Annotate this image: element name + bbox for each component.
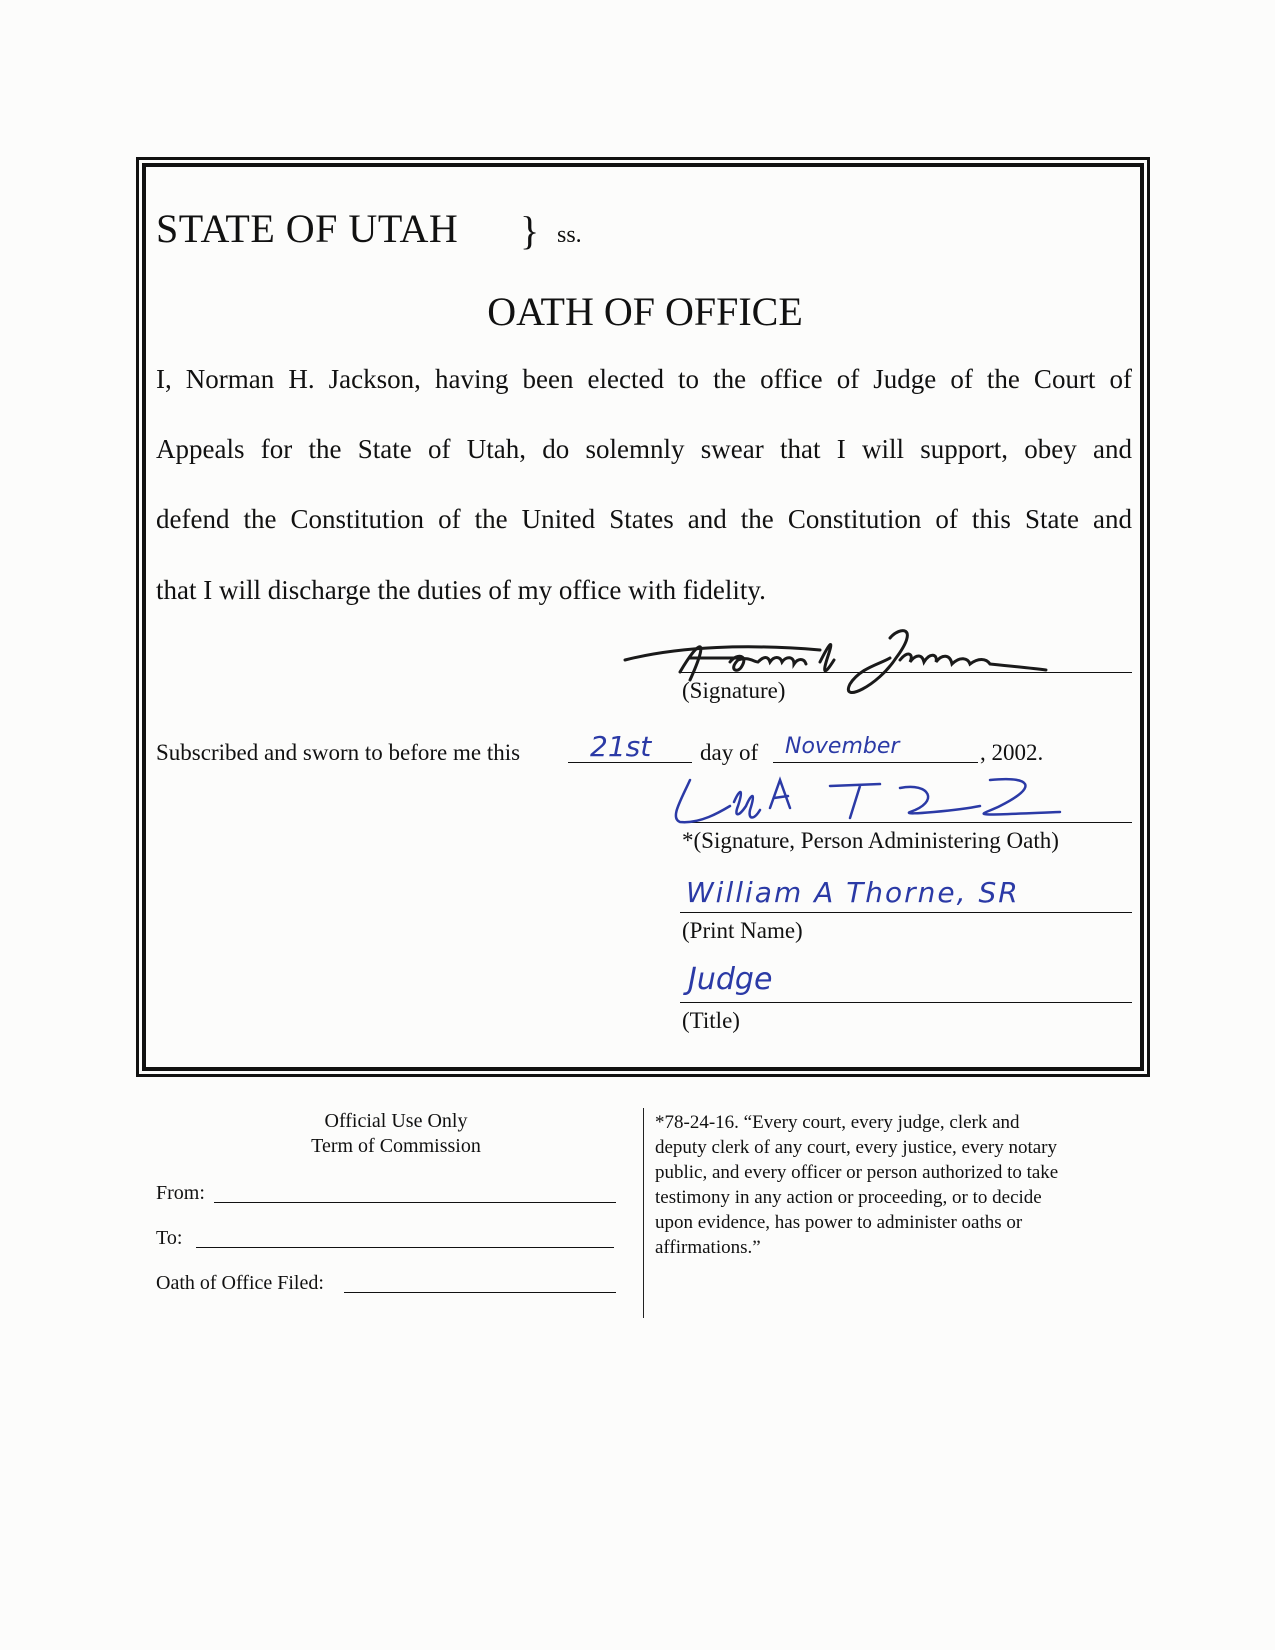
oath-text-line-4: that I will discharge the duties of my office with fidelity. [156, 575, 766, 605]
statute-note-line-1: *78-24-16. “Every court, every judge, clerk and [655, 1112, 1020, 1133]
statute-note-line-5: upon evidence, has power to administer oaths or [655, 1212, 1023, 1233]
month-handwritten: November [785, 734, 900, 759]
oath-text-line-1: I, Norman H. Jackson, having been elected to the office of Judge of the Court of [156, 364, 1132, 394]
to-label: To: [156, 1227, 183, 1249]
statute-note [655, 1110, 1058, 1260]
statute-note-line-4: testimony in any action or proceeding, or to decide [655, 1187, 1042, 1208]
day-of-text: day of [700, 740, 759, 765]
sworn-prefix: Subscribed and sworn to before me this [156, 740, 521, 765]
print-name-label: (Print Name) [682, 918, 803, 943]
statute-note-line-2: deputy clerk of any court, every justice, every notary [655, 1137, 1058, 1158]
statute-note-line-6: affirmations.” [655, 1237, 761, 1258]
official-use-heading: Official Use Only [324, 1110, 468, 1132]
statute-note-line-3: public, and every officer or person authorized to take [655, 1162, 1059, 1183]
brace-symbol: } [520, 208, 540, 253]
year-text: , 2002. [980, 740, 1044, 765]
title-handwritten: Judge [688, 962, 773, 997]
administrator-signature-label: *(Signature, Person Administering Oath) [682, 828, 1059, 853]
ss-abbreviation: ss. [557, 222, 582, 248]
oath-filed-field[interactable] [344, 1292, 616, 1293]
oath-filed-label: Oath of Office Filed: [156, 1272, 324, 1294]
print-name-line [680, 912, 1132, 913]
signature-label: (Signature) [682, 678, 786, 703]
state-heading: STATE OF UTAH [156, 206, 459, 251]
day-handwritten: 21st [590, 730, 652, 763]
from-field[interactable] [214, 1202, 616, 1203]
title-label: (Title) [682, 1008, 740, 1033]
document-title: OATH OF OFFICE [487, 289, 803, 334]
title-line [680, 1002, 1132, 1003]
print-name-handwritten: William A Thorne, SR [686, 876, 1020, 909]
month-blank-line [773, 762, 978, 763]
term-of-commission-heading: Term of Commission [311, 1135, 481, 1157]
section-divider [643, 1108, 644, 1318]
oath-text-line-3: defend the Constitution of the United States and the Constitution of this State and [156, 504, 1132, 534]
from-label: From: [156, 1182, 205, 1204]
to-field[interactable] [196, 1247, 614, 1248]
oath-text-line-2: Appeals for the State of Utah, do solemnly swear that I will support, obey and [156, 434, 1132, 464]
